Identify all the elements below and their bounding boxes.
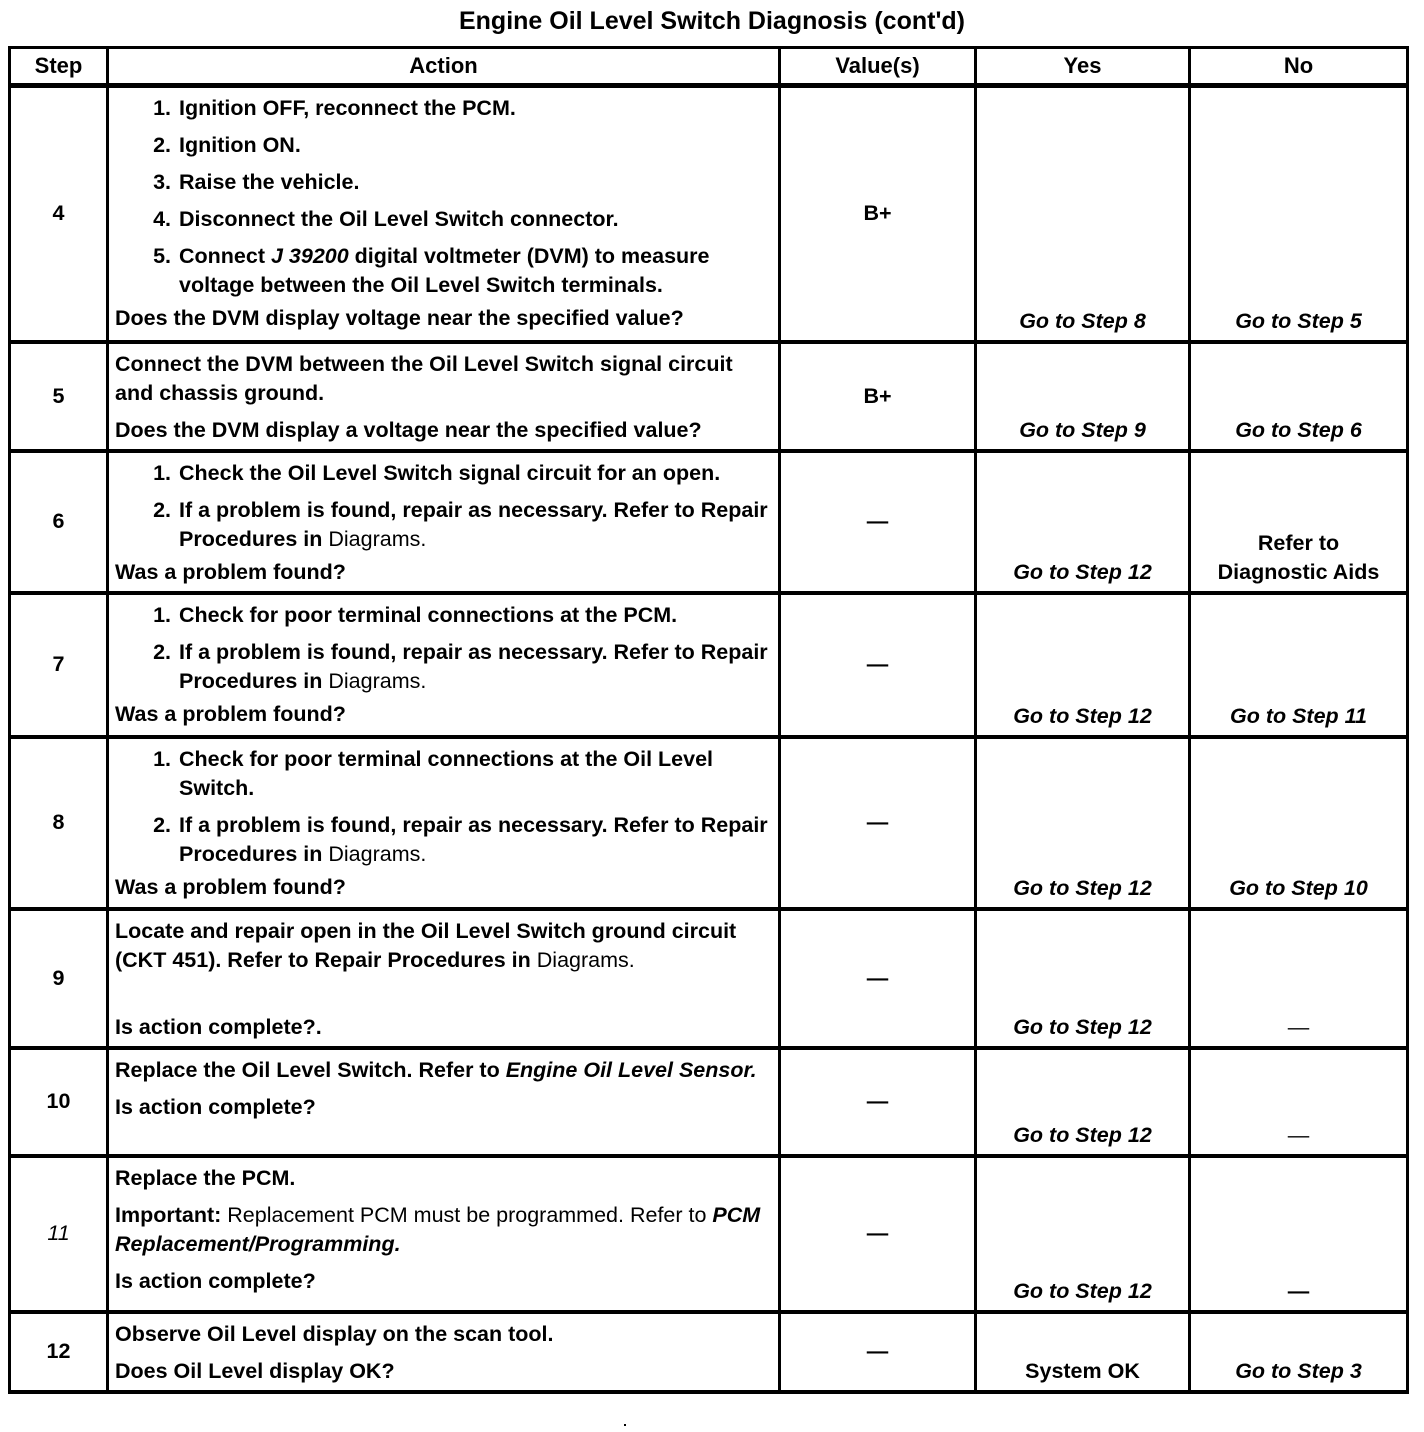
question: Does Oil Level display OK?: [115, 1358, 395, 1383]
question: Does the DVM display a voltage near the specified value?: [115, 417, 702, 442]
table-row: [10, 451, 1408, 593]
action-text: Replace the PCM.: [115, 1165, 296, 1190]
no-cell: [1190, 737, 1408, 909]
section-ref: PCM Replacement/Programming.: [115, 1202, 761, 1256]
list-item: 1. Check for poor terminal connections at the PCM.: [153, 602, 678, 627]
step-number: 4: [10, 86, 108, 342]
value-cell: —: [780, 1048, 976, 1156]
value-cell: —: [780, 909, 976, 1048]
yes-cell: [976, 451, 1190, 593]
no-cell: [1190, 1048, 1408, 1156]
action-text: Replace the Oil Level Switch. Refer to Engine Oil Level Sensor.: [115, 1057, 757, 1082]
value-cell: —: [780, 593, 976, 737]
yes-goto: Go to Step 8: [1019, 308, 1146, 333]
step-number: 5: [10, 342, 108, 451]
table-row: [10, 1048, 1408, 1156]
diagrams-ref: Diagrams.: [328, 668, 427, 693]
yes-goto: Go to Step 12: [1013, 1278, 1152, 1303]
value-cell: —: [780, 451, 976, 593]
important-note: Important: Replacement PCM must be programmed. Refer to PCM Replacement/Programming.: [115, 1202, 761, 1256]
no-cell: [1190, 1312, 1408, 1392]
action-cell: [108, 86, 780, 342]
diagrams-ref: Diagrams.: [328, 526, 427, 551]
list-item: 2. If a problem is found, repair as necessary. Refer to Repair Procedures in Diagrams.: [153, 497, 768, 551]
table-row: [10, 737, 1408, 909]
list-item: 1. Ignition OFF, reconnect the PCM.: [153, 96, 516, 120]
page-title: Engine Oil Level Switch Diagnosis (cont'd): [458, 7, 965, 35]
header-step: Step: [10, 48, 108, 86]
no-cell: [1190, 593, 1408, 737]
yes-cell: [976, 909, 1190, 1048]
no-goto: —: [1287, 1014, 1310, 1039]
yes-cell: [976, 1048, 1190, 1156]
action-cell: [108, 737, 780, 909]
value-cell: B+: [780, 86, 976, 342]
list-item: 3. Raise the vehicle.: [153, 170, 360, 194]
list-item: 4. Disconnect the Oil Level Switch connector.: [153, 207, 619, 231]
question: Was a problem found?: [115, 701, 346, 726]
value-cell: —: [780, 1156, 976, 1312]
list-item: 1. Check for poor terminal connections at the Oil Level Switch.: [153, 746, 714, 800]
no-goto: Go to Step 10: [1229, 875, 1368, 900]
action-cell: [108, 593, 780, 737]
question: Is action complete?: [115, 1094, 316, 1119]
yes-goto: Go to Step 12: [1013, 703, 1152, 728]
question: Does the DVM display voltage near the specified value?: [115, 306, 684, 330]
no-cell: [1190, 909, 1408, 1048]
yes-goto: Go to Step 12: [1013, 875, 1152, 900]
step-number: 6: [10, 451, 108, 593]
yes-goto: Go to Step 12: [1013, 1122, 1152, 1147]
yes-result: System OK: [1025, 1358, 1140, 1383]
diagrams-ref: Diagrams.: [328, 841, 427, 866]
yes-cell: [976, 593, 1190, 737]
action-cell: [108, 1312, 780, 1392]
step-number: 9: [10, 909, 108, 1048]
table-row: [10, 593, 1408, 737]
yes-cell: [976, 1156, 1190, 1312]
table-row: [10, 342, 1408, 451]
no-goto: Go to Step 6: [1235, 417, 1362, 442]
section-ref: Engine Oil Level Sensor.: [505, 1057, 757, 1082]
no-refer: Refer to Diagnostic Aids: [1217, 530, 1380, 584]
stray-dot: [624, 1424, 626, 1426]
no-goto: Go to Step 3: [1235, 1358, 1362, 1383]
no-goto: Go to Step 11: [1230, 703, 1367, 728]
header-no: No: [1190, 48, 1408, 86]
action-text: Observe Oil Level display on the scan tool.: [115, 1321, 554, 1346]
list-item: 2. Ignition ON.: [153, 133, 301, 157]
list-item: 2. If a problem is found, repair as necessary. Refer to Repair Procedures in Diagrams.: [153, 639, 768, 693]
question: Is action complete?.: [115, 1014, 322, 1039]
tool-ref: J 39200: [270, 244, 349, 268]
header-values: Value(s): [780, 48, 976, 86]
question: Was a problem found?: [115, 559, 346, 584]
table-row: [10, 1156, 1408, 1312]
no-cell: [1190, 451, 1408, 593]
no-cell: [1190, 342, 1408, 451]
step-number: 8: [10, 737, 108, 909]
yes-goto: Go to Step 12: [1013, 559, 1152, 584]
no-cell: [1190, 86, 1408, 342]
no-goto: Go to Step 5: [1235, 308, 1362, 333]
value-cell: —: [780, 1312, 976, 1392]
action-cell: [108, 451, 780, 593]
question: Is action complete?: [115, 1268, 316, 1293]
action-cell: [108, 1048, 780, 1156]
value-cell: —: [780, 737, 976, 909]
yes-goto: Go to Step 12: [1013, 1014, 1152, 1039]
step-number: 10: [10, 1048, 108, 1156]
diagrams-ref: Diagrams.: [536, 947, 635, 972]
value-cell: B+: [780, 342, 976, 451]
header-action: Action: [108, 48, 780, 86]
step-number: 12: [10, 1312, 108, 1392]
yes-cell: [976, 342, 1190, 451]
diagnosis-table: [8, 46, 1409, 1394]
no-goto: —: [1287, 1278, 1310, 1303]
yes-goto: Go to Step 9: [1019, 417, 1146, 442]
no-cell: [1190, 1156, 1408, 1312]
no-goto: —: [1287, 1122, 1310, 1147]
action-cell: [108, 342, 780, 451]
question: Was a problem found?: [115, 874, 346, 899]
list-item: 1. Check the Oil Level Switch signal circuit for an open.: [153, 460, 721, 485]
step-number: 7: [10, 593, 108, 737]
header-yes: Yes: [976, 48, 1190, 86]
table-row: [10, 909, 1408, 1048]
yes-cell: [976, 1312, 1190, 1392]
action-cell: [108, 1156, 780, 1312]
table-header-row: [10, 48, 1408, 86]
action-text: Locate and repair open in the Oil Level Switch ground circuit (CKT 451). Refer to Repair Procedures in Diagrams.: [115, 918, 737, 972]
list-item: 5. Connect J 39200 digital voltmeter (DVM) to measure voltage between the Oil Level Switch terminals.: [153, 244, 710, 297]
action-cell: [108, 909, 780, 1048]
step-number: 11: [10, 1156, 108, 1312]
yes-cell: [976, 86, 1190, 342]
yes-cell: [976, 737, 1190, 909]
table-row: [10, 86, 1408, 342]
list-item: 2. If a problem is found, repair as necessary. Refer to Repair Procedures in Diagrams.: [153, 812, 768, 866]
table-row: [10, 1312, 1408, 1392]
action-text: Connect the DVM between the Oil Level Switch signal circuit and chassis ground.: [115, 351, 733, 405]
